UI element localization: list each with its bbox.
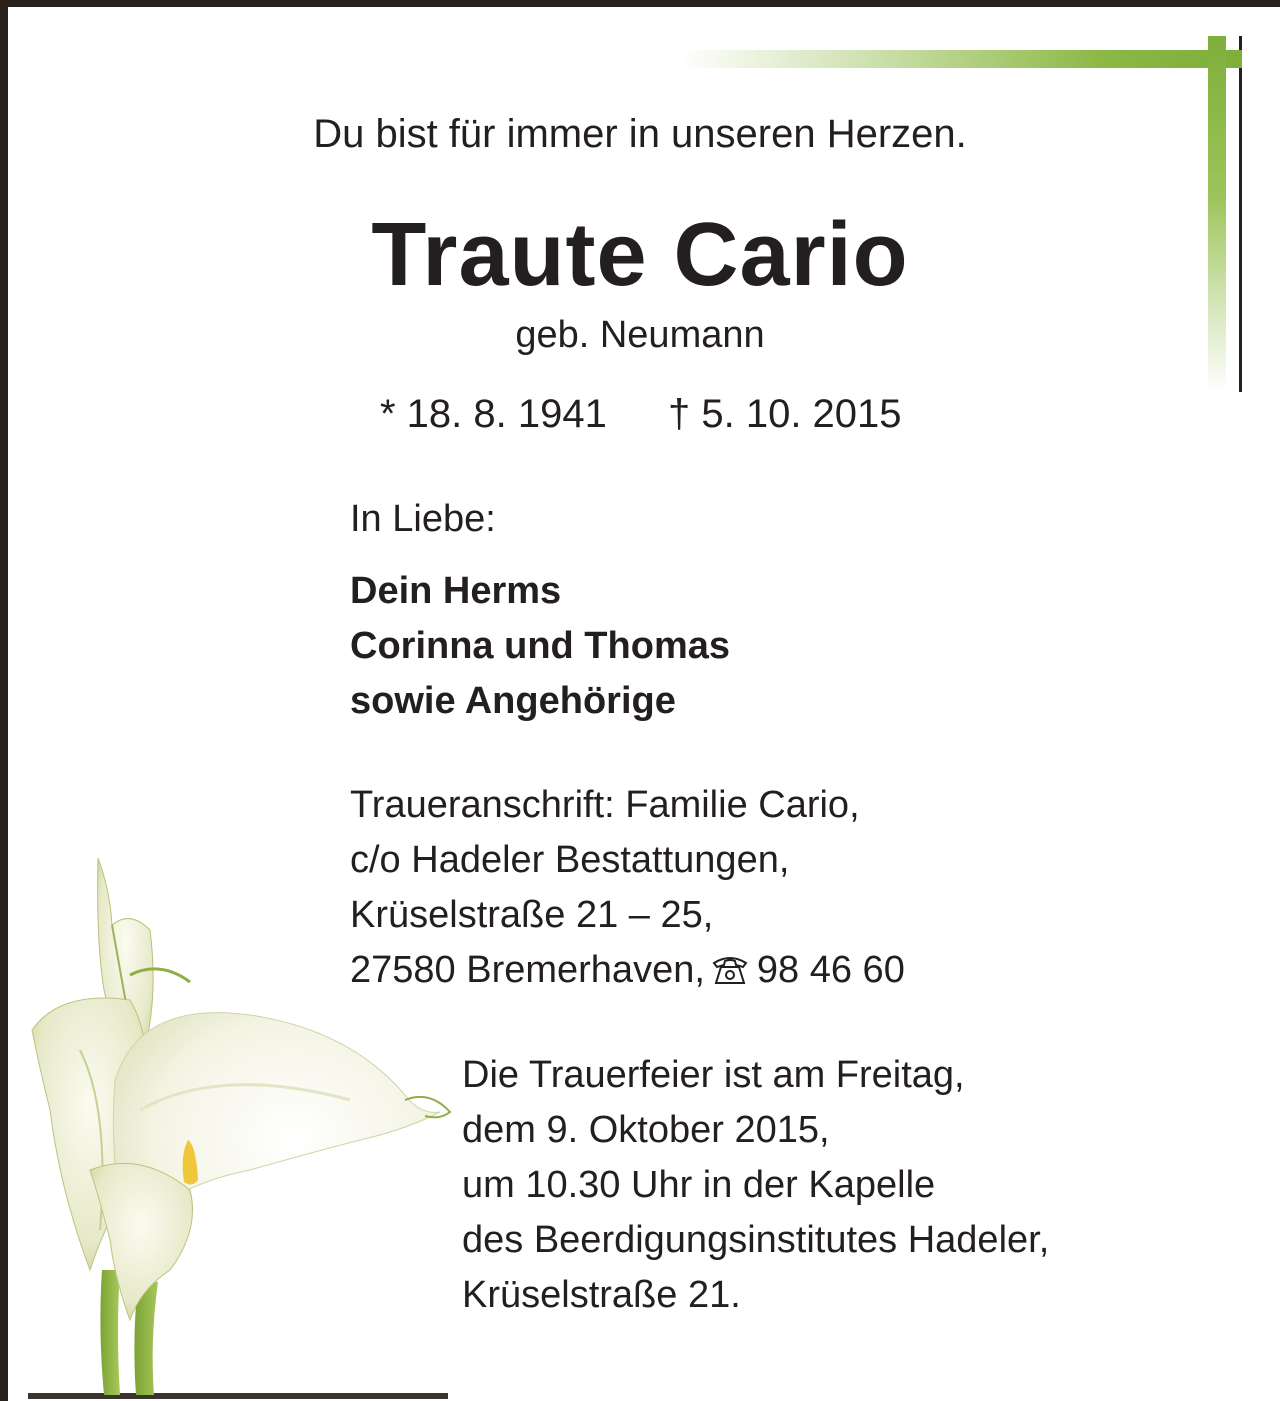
ceremony-line: des Beerdigungsinstitutes Hadeler, bbox=[462, 1219, 1050, 1261]
ceremony-line: Krüselstraße 21. bbox=[462, 1274, 741, 1316]
telephone-icon bbox=[711, 952, 749, 986]
address-line: c/o Hadeler Bestattungen, bbox=[350, 839, 790, 881]
mourner-line: sowie Angehörige bbox=[350, 680, 676, 722]
ceremony-line: Die Trauerfeier ist am Freitag, bbox=[462, 1054, 965, 1096]
mourner-line: Corinna und Thomas bbox=[350, 625, 730, 667]
mourners-list bbox=[350, 564, 730, 729]
address-line: Krüselstraße 21 – 25, bbox=[350, 894, 714, 936]
ceremony-info bbox=[462, 1048, 1049, 1323]
frame-top-border bbox=[0, 0, 1280, 7]
love-label: In Liebe: bbox=[350, 498, 496, 540]
birth-name: geb. Neumann bbox=[515, 314, 765, 356]
motto: Du bist für immer in unseren Herzen. bbox=[313, 112, 967, 156]
address-city: 27580 Bremerhaven, bbox=[350, 949, 705, 991]
green-corner-horizontal bbox=[680, 50, 1242, 68]
phone-number: 98 46 60 bbox=[756, 949, 905, 991]
address-line: Traueranschrift: Familie Cario, bbox=[350, 784, 860, 826]
death-date: † 5. 10. 2015 bbox=[668, 392, 902, 436]
calla-lily-image bbox=[20, 850, 460, 1395]
ceremony-line: um 10.30 Uhr in der Kapelle bbox=[462, 1164, 936, 1206]
mourner-line: Dein Herms bbox=[350, 570, 562, 612]
birth-date: * 18. 8. 1941 bbox=[380, 392, 607, 436]
ceremony-line: dem 9. Oktober 2015, bbox=[462, 1109, 830, 1151]
deceased-name: Traute Cario bbox=[371, 205, 909, 305]
